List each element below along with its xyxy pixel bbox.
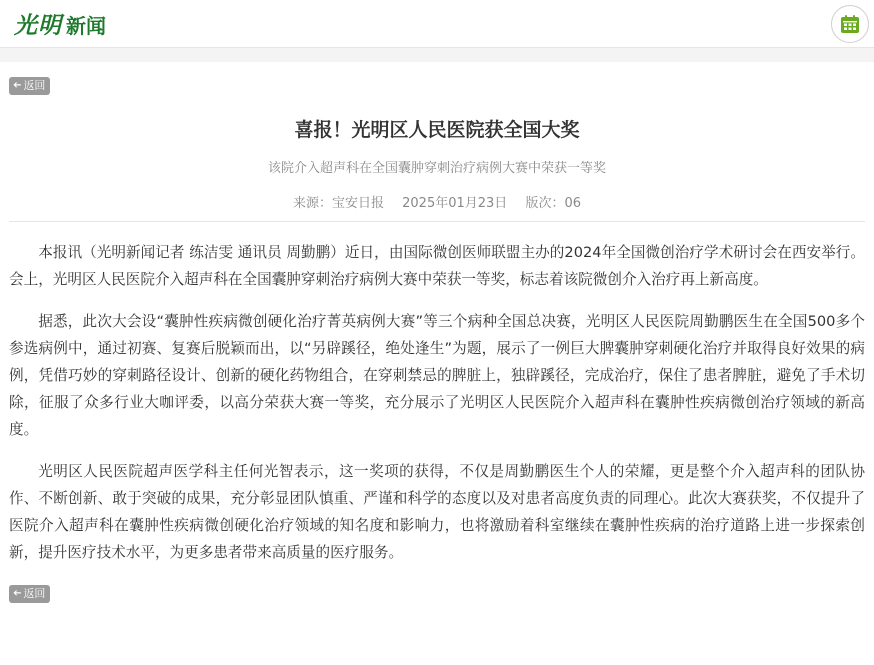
paragraph: 本报讯（光明新闻记者 练洁雯 通讯员 周勤鹏）近日，由国际微创医师联盟主办的2024年全国微创治疗学术研讨会在西安举行。会上，光明区人民医院介入超声科在全国囊肿穿刺治疗病例大赛中荣获一等奖，标志着该院微创介入治疗再上新高度。 xyxy=(9,244,865,288)
article-edition: 版次：06 xyxy=(525,196,581,211)
calendar-button[interactable] xyxy=(831,5,869,43)
back-button-bottom[interactable] xyxy=(9,585,50,603)
divider xyxy=(9,221,865,222)
paragraph: 光明区人民医院超声医学科主任何光智表示，这一奖项的获得，不仅是周勤鹏医生个人的荣耀，更是整个介入超声科的团队协作、不断创新、敢于突破的成果，充分彰显团队慎重、严谨和科学的态度以及对患者高度负责的同理心。此次大赛获奖，不仅提升了医院介入超声科在囊肿性疾病微创硬化治疗领域的知名度和影响力，也将激励着科室继续在囊肿性疾病的治疗道路上进一步探索创新，提升医疗技术水平，为更多患者带来高质量的医疗服务。 xyxy=(9,463,865,561)
logo-text: 新闻 xyxy=(66,14,106,38)
back-button-top[interactable] xyxy=(9,77,50,95)
site-logo[interactable] xyxy=(14,7,106,40)
logo-script: 光明 xyxy=(14,12,62,39)
article-body xyxy=(9,239,865,566)
article-subtitle: 该院介入超声科在全国囊肿穿刺治疗病例大赛中荣获一等奖 xyxy=(267,161,606,176)
header-spacer xyxy=(0,48,874,62)
article-date: 2025年01月23日 xyxy=(402,196,508,211)
arrow-left-icon: ➔ xyxy=(13,80,22,91)
calendar-icon xyxy=(839,13,861,35)
arrow-left-icon: ➔ xyxy=(13,588,22,599)
back-label: 返回 xyxy=(23,587,46,600)
top-bar xyxy=(0,0,874,48)
article-source: 来源：宝安日报 xyxy=(292,196,384,211)
article-title: 喜报！光明区人民医院获全国大奖 xyxy=(294,119,580,141)
article-container xyxy=(0,73,874,603)
article-meta xyxy=(9,195,865,213)
paragraph: 据悉，此次大会设“囊肿性疾病微创硬化治疗菁英病例大赛”等三个病种全国总决赛，光明区人民医院周勤鹏医生在全国500多个参选病例中，通过初赛、复赛后脱颖而出，以“另辟蹊径，绝处逢生”为题，展示了一例巨大脾囊肿穿刺硬化治疗并取得良好效果的病例，凭借巧妙的穿刺路径设计、创新的硬化药物组合，在穿刺禁忌的脾脏上，独辟蹊径，完成治疗，保住了患者脾脏，避免了手术切除，征服了众多行业大咖评委，以高分荣获大赛一等奖，充分展示了光明区人民医院介入超声科在囊肿性疾病微创治疗领域的新高度。 xyxy=(9,313,865,438)
back-label: 返回 xyxy=(23,79,46,92)
